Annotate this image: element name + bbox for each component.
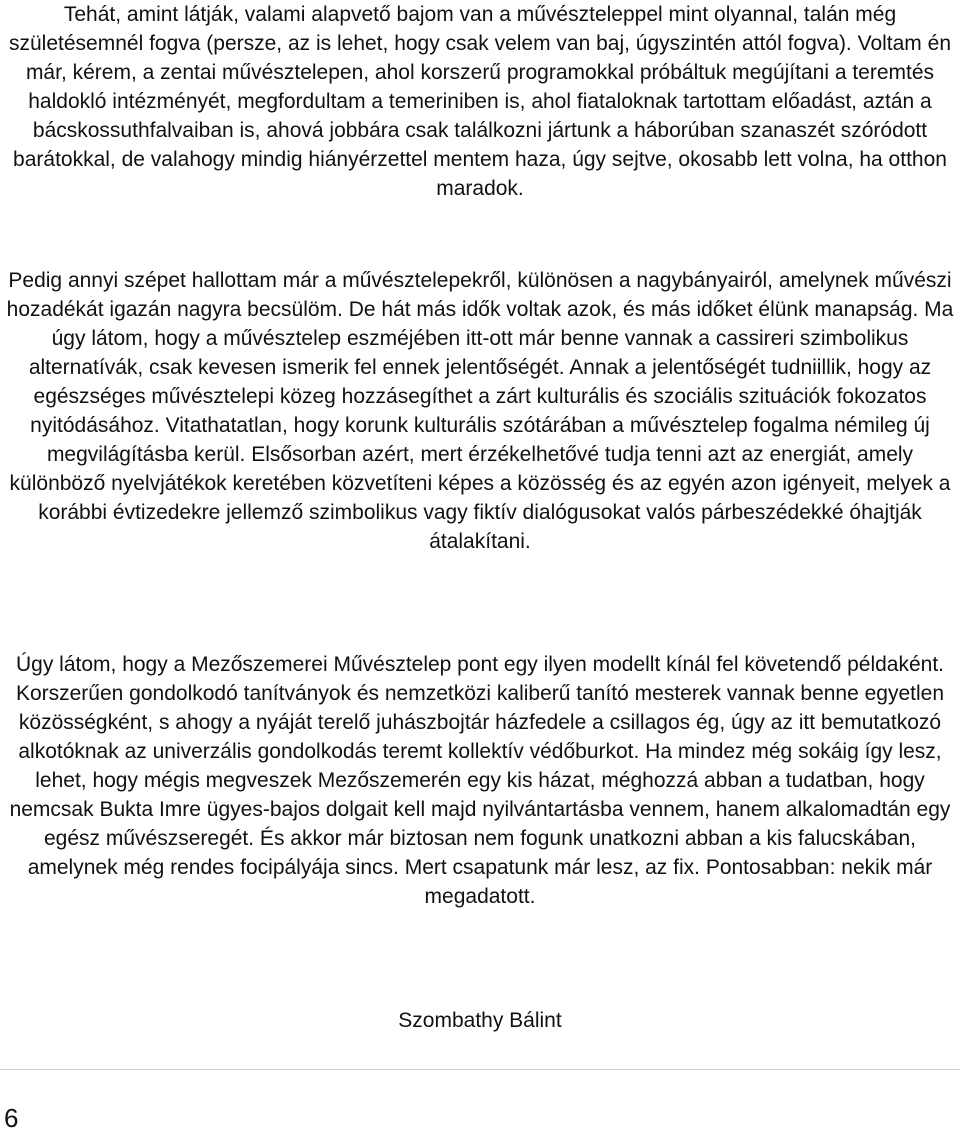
paragraph-2: Pedig annyi szépet hallottam már a művésztelepekről, különösen a nagybányairól, amelynek művészi hozadékát igazán nagyra becsülöm. De hát más idők voltak azok, és más időket élünk manapság. Ma úgy látom, hogy a művésztelep eszméjében itt-ott már benne vannak a cassireri szimbolikus alternatívák, csak kevesen ismerik fel ennek jelentőségét. Annak a jelentőségét tudniillik, hogy az egészséges művésztelepi közeg hozzásegíthet a zárt kulturális és szociális szituációk fokozatos nyitódásához. Vitathatatlan, hogy korunk kulturális szótárában a művésztelep fogalma némileg új megvilágításba kerül. Elsősorban azért, mert érzékelhetővé tudja tenni azt az energiát, amely különböző nyelvjátékok keretében közvetíteni képes a közösség és az egyén azon igényeit, melyek a korábbi évtizedekre jellemző szimbolikus vagy fiktív dialógusokat valós párbeszédekké óhajtják átalakítani. xyxy=(6,269,954,553)
page-number: 6 xyxy=(4,1103,19,1133)
paragraph-1: Tehát, amint látják, valami alapvető bajom van a művészteleppel mint olyannal, talán még születésemnél fogva (persze, az is lehet, hogy csak velem van baj, úgyszintén attól fogva). Voltam én már, kérem, a zentai művésztelepen, ahol korszerű programokkal próbáltuk megújítani a teremtés haldokló intézményét, megfordultam a temeriniben is, ahol fiataloknak tartottam előadást, aztán a bácskossuthfalvaiban is, ahová jobbára csak találkozni jártunk a háborúban szanaszét szóródott barátokkal, de valahogy mindig hiányérzettel mentem haza, úgy sejtve, okosabb lett volna, ha otthon maradok. xyxy=(9,3,951,200)
footer-divider xyxy=(0,1069,960,1070)
author-signature: Szombathy Bálint xyxy=(398,1009,562,1032)
paragraph-3: Úgy látom, hogy a Mezőszemerei Művésztelep pont egy ilyen modellt kínál fel követendő példaként. Korszerűen gondolkodó tanítványok és nemzetközi kaliberű tanító mesterek vannak benne egyetlen közösségként, s ahogy a nyáját terelő juhászbojtár házfedele a csillagos ég, úgy az itt bemutatkozó alkotóknak az univerzális gondolkodás teremt kollektív védőburkot. Ha mindez még sokáig így lesz, lehet, hogy mégis megveszek Mezőszemerén egy kis házat, méghozzá abban a tudatban, hogy nemcsak Bukta Imre ügyes-bajos dolgait kell majd nyilvántartásba vennem, hanem alkalomadtán egy egész művészseregét. És akkor már biztosan nem fogunk unatkozni abban a kis falucskában, amelynek még rendes focipályája sincs. Mert csapatunk már lesz, az fix. Pontosabban: nekik már megadatott. xyxy=(9,653,951,908)
